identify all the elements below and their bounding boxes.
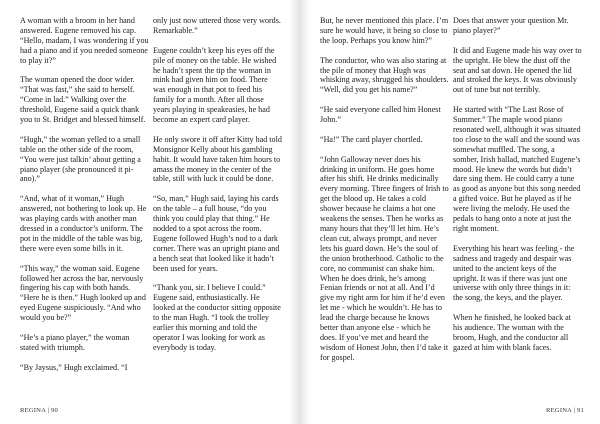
paragraph: The conductor, who was also staring at the pile of money that Hugh was whisking away, shrugged his shoulders. “Well, did you get his name?”	[320, 55, 449, 95]
paragraph: Does that answer your question Mr. piano player?”	[453, 16, 569, 35]
right-page-column-2	[453, 16, 582, 353]
paragraph: It did and Eugene made his way over to the upright. He blew the dust off the seat and sat down. He opened the lid and stroked the keys. It was obviously out of tune but not terribly.	[453, 45, 582, 95]
paragraph: He started with “The Last Rose of Summer.” The maple wood piano resonated well, although it was situated too close to the wall and the sound was somewhat muffled. The song, a somber, Irish ballad, matched Eugene’s mood. He knew the words but didn’t dare sing them. He could carry a tune as good as anyone but this song needed a gifted voice. But he played as if he were living the melody. He used the pedals to hang onto a note at just the right moment.	[453, 105, 581, 233]
left-page-column-1	[20, 16, 149, 373]
paragraph: “He said everyone called him Honest John.”	[320, 105, 441, 125]
page-number-left: REGINA | 90	[20, 407, 58, 414]
right-page	[300, 0, 600, 424]
paragraph: only just now uttered those very words. Remarkable.”	[153, 16, 281, 35]
left-page-column-2	[153, 16, 282, 353]
paragraph: “Ha!” The card player chortled.	[320, 134, 423, 144]
paragraph: When he finished, he looked back at his audience. The woman with the broom, Hugh, and the conductor all gazed at him with blank faces.	[453, 313, 571, 352]
paragraph: A woman with a broom in her hand answered. Eugene removed his cap. “Hello, madam, I was wondering if you had a piano and if you needed someone to play it?”	[20, 16, 149, 65]
paragraph: Eugene couldn’t keep his eyes off the pile of money on the table. He wished he hadn’t spent the tip the woman in mink had given him on food. There was enough in that pot to feed his family for a month. After all those years playing in speakeasies, he had become an expert card player.	[153, 45, 277, 125]
paragraph: Everything his heart was feeling - the sadness and tragedy and despair was united to the ancient keys of the upright. It was if there was just one universe with only three things in it: the song, the keys, and the player.	[453, 243, 575, 303]
paragraph: “And, what of it woman,” Hugh answered, not bothering to look up. He was playing cards with another man dressed in a conductor’s uniform. The pot in the middle of the table was big, there were even some bills in it.	[20, 194, 147, 253]
paragraph: “Hugh,” the woman yelled to a small table on the other side of the room, “You were just talkin’ about getting a piano player (she pronounced it pi-ano).”	[20, 134, 141, 184]
paragraph: “This way,” the woman said. Eugene followed her across the bar, nervously fingering his cap with both hands. “Here he is then.” Hugh looked up and eyed Eugene suspiciously. “And who would you be?”	[20, 263, 146, 323]
paragraph: He only swore it off after Kitty had told Monsignor Kelly about his gambling habit. It would have taken him hours to amass the money in the center of the table, still with luck it could be done.	[153, 134, 282, 184]
paragraph: But, he never mentioned this place. I’m sure he would have, it being so close to the loop. Perhaps you know him?”	[320, 16, 449, 45]
page-number-right: REGINA | 91	[546, 407, 584, 414]
paragraph: The woman opened the door wider. “That was fast,” she said to herself. “Come in lad.” Walking over the threshold, Eugene said a quick thank you to St. Bridget and blessed himself.	[20, 75, 146, 125]
paragraph: “Thank you, sir. I believe I could.” Eugene said, enthusiastically. He looked at the conductor sitting opposite to the man Hugh. “I took the trolley earlier this morning and told the operator I was looking for work as everybody is today.	[153, 283, 281, 352]
right-page-column-1	[320, 16, 449, 363]
paragraph: “John Galloway never does his drinking in uniform. He goes home after his shift. He drinks medicinally every morning. Three fingers of Irish to get the blood up. He takes a cold shower because he claims a hot one weakens the senses. Then he works as many hours that they’ll let him. He’s clean cut, always prompt, and never lets his guard down. He’s the soul of the union brotherhood. Catholic to the core, no communist can shake him. When he does drink, he’s among Fenian friends or not at all. And I’d give my right arm for him if he’d even let me - which he wouldn’t. He has to lead the charge because he knows better than anyone else - which he does. If you’ve met and heard the wisdom of Honest John, then I’d take it for gospel.	[320, 154, 449, 362]
paragraph: “So, man,” Hugh said, laying his cards on the table – a full house, “do you think you could play that thing.” He nodded to a spot across the room. Eugene followed Hugh’s nod to a dark corner. There was an upright piano and a bench seat that looked like it hadn’t been used for years.	[153, 194, 280, 273]
paragraph: “He’s a piano player,” the woman stated with triumph.	[20, 332, 130, 352]
paragraph: “By Jaysus,” Hugh exclaimed. “I	[20, 362, 128, 372]
